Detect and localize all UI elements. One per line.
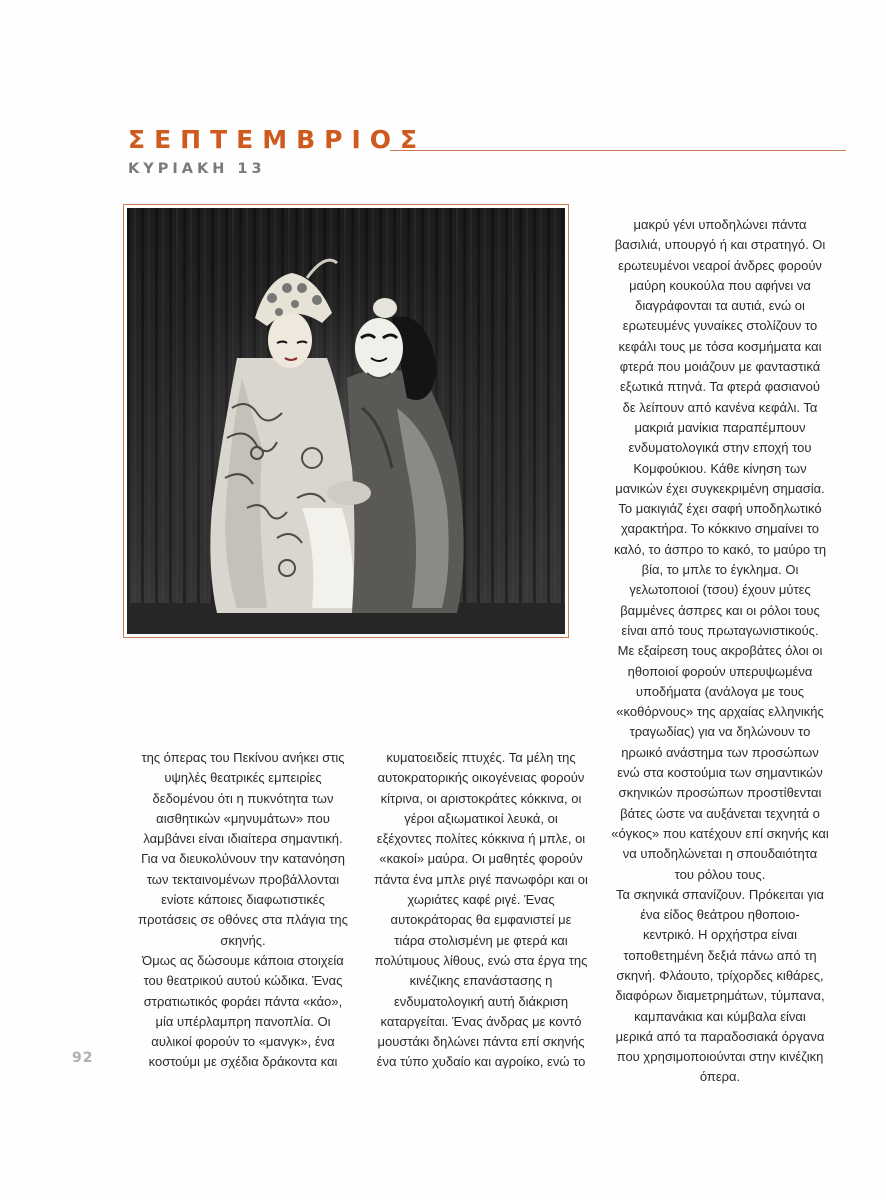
text-line: καμπανάκια και κύμβαλα είναι <box>634 1008 806 1024</box>
month-heading: ΣΕΠΤΕΜΒΡΙΟΣ <box>128 125 427 154</box>
text-line: μαύρη κουκούλα που αφήνει να <box>629 277 811 293</box>
text-line: ενίοτε κάποιες διαφωτιστικές <box>161 892 325 908</box>
text-line: κυματοειδείς πτυχές. Τα μέλη της <box>386 750 576 765</box>
text-line: μακρύ γένι υποδηλώνει πάντα <box>633 217 807 232</box>
text-line: μακριά μανίκια παραπέμπουν <box>634 419 806 435</box>
text-line: ηρωικό ανάστημα των προσώπων <box>621 744 819 760</box>
text-line: κεφάλι τους με τόσα κοσμήματα και <box>618 338 822 354</box>
text-line: τιάρα στολισμένη με φτερά και <box>394 932 568 948</box>
text-line: τοποθετημένη δεξιά πάνω από τη <box>623 947 817 963</box>
text-line: πάντα ένα μπλε ριγέ πανωφόρι και οι <box>374 871 588 887</box>
text-line: καταργείται. Ένας άνδρας με κοντό <box>380 1013 582 1029</box>
text-line: Όμως ας δώσουμε κάποια στοιχεία <box>142 952 344 968</box>
text-line: Το μακιγιάζ έχει σαφή υποδηλωτικό <box>618 501 822 517</box>
two-opera-performers-photo <box>127 208 565 634</box>
text-line: ηθοποιοί φορούν υπερυψωμένα <box>627 663 813 679</box>
text-line: βία, το μπλε το έγκλημα. Οι <box>641 562 799 578</box>
text-line: χαρακτήρα. Το κόκκινο σημαίνει το <box>621 521 819 537</box>
text-line: διαγράφονται τα αυτιά, ενώ οι <box>635 298 805 314</box>
text-line: αυλικοί φορούν το «μανγκ», ένα <box>151 1034 335 1050</box>
text-line: αισθητικών «μηνυμάτων» που <box>156 810 330 826</box>
text-line: του θεατρικού αυτού κώδικα. Ένας <box>143 973 343 989</box>
text-line: χωριάτες καφέ ριγέ. Ένας <box>407 892 555 908</box>
text-line: ερωτευμένς γυναίκες στολίζουν το <box>622 318 818 334</box>
text-line: γέροι αξιωματικοί λευκά, οι <box>404 810 558 826</box>
day-heading <box>128 158 266 180</box>
text-line: «κακοί» μαύρα. Οι μαθητές φορούν <box>379 851 583 867</box>
text-line: διαφόρων διαμετρημάτων, τύμπανα, <box>615 988 825 1004</box>
text-line: ένα τύπο χυδαίο και αγροίκο, ενώ το <box>376 1054 586 1070</box>
text-line: βαμμένες άσπρες και οι ρόλοι τους <box>620 602 820 618</box>
text-line: ένα είδος θεάτρου ηθοποιο- <box>640 907 800 923</box>
text-line: των τεκταινομένων προβάλλονται <box>146 871 340 887</box>
text-line: Με εξαίρεση τους ακροβάτες όλοι οι <box>617 643 823 659</box>
text-line: ενδυματολογική αυτή διάκριση <box>393 993 569 1009</box>
text-line: μία υπέρλαμπρη πανοπλία. Οι <box>155 1013 331 1029</box>
day-label: ΚΥΡΙΑΚΗ <box>128 161 229 177</box>
text-line: «κοθόρνους» της αρχαίας ελληνικής <box>616 704 824 720</box>
text-line: μερικά από τα παραδοσιακά όργανα <box>615 1028 825 1044</box>
text-line: Τα σκηνικά σπανίζουν. Πρόκειται για <box>616 886 824 902</box>
text-line: κίτρινα, οι αριστοκράτες κόκκινα, οι <box>380 790 582 806</box>
text-line: «όγκος» που κατέχουν επί σκηνής και <box>611 825 829 841</box>
text-line: βασιλιά, υπουργό ή και στρατηγό. Οι <box>614 237 826 253</box>
text-column-middle <box>365 748 597 1073</box>
text-column-right <box>590 215 850 1088</box>
text-line: πολύτιμους λίθους, ενώ στα έργα της <box>374 952 588 968</box>
text-line: λαμβάνει είναι ιδιαίτερα σημαντική. <box>143 831 343 847</box>
text-line: κινέζικης επανάστασης η <box>409 973 553 989</box>
text-line: Για να διευκολύνουν την κατανόηση <box>141 851 345 867</box>
text-line: Κομφούκιου. Κάθε κίνηση των <box>633 460 807 476</box>
header-rule <box>390 150 846 151</box>
text-line: στρατιωτικός φοράει πάντα «κάο», <box>143 993 343 1009</box>
text-line: σκηνικών προσώπων προστίθενται <box>618 785 822 801</box>
text-line: ερωτευμένοι νεαροί άνδρες φορούν <box>618 257 822 273</box>
text-line: κεντρικό. Η ορχήστρα είναι <box>643 927 797 943</box>
text-line: φτερά που μοιάζουν με φανταστικά <box>619 359 821 375</box>
text-line: ενδυματολογικά στην εποχή του <box>628 440 812 456</box>
photo-frame <box>123 204 569 638</box>
text-line: τραγωδίας) για να δηλώνουν το <box>629 724 811 740</box>
text-line: ενώ στα κοστούμια των σημαντικών <box>617 765 823 781</box>
text-line: μανικών έχει συγκεκριμένη σημασία. <box>615 480 825 496</box>
text-line: εξέχοντες πολίτες κόκκινα ή μπλε, οι <box>376 831 586 847</box>
text-line: είναι από τους πρωταγωνιστικούς. <box>621 622 819 638</box>
text-line: του ρόλου τους. <box>674 866 766 882</box>
text-line: υψηλές θεατρικές εμπειρίες <box>164 770 322 786</box>
text-line: της όπερας του Πεκίνου ανήκει στις <box>141 750 345 765</box>
text-column-left <box>117 748 369 1073</box>
page-number: 92 <box>72 1050 94 1066</box>
text-line: δεδομένου ότι η πυκνότητα των <box>152 790 334 806</box>
text-line: αυτοκράτορας θα εμφανιστεί με <box>390 912 572 928</box>
day-number: 13 <box>237 161 266 177</box>
text-line: αυτοκρατορικής οικογένειας φορούν <box>377 770 585 786</box>
text-line: βάτες ώστε να αυξάνεται τεχνητά ο <box>620 805 820 821</box>
text-line: σκηνή. Φλάουτο, τρίχορδες κιθάρες, <box>616 967 824 983</box>
text-line: υποδήματα (ανάλογα με τους <box>635 683 805 699</box>
text-line: που χρησιμοποιούνται στην κινέζικη <box>616 1049 824 1065</box>
text-line: δε λείπουν από κανένα κεφάλι. Τα <box>622 399 818 415</box>
text-line: να υποδηλώνεται η σπουδαιότητα <box>622 846 818 862</box>
text-line: καλό, το άσπρο το κακό, το μαύρο τη <box>613 541 827 557</box>
text-line: όπερα. <box>699 1069 741 1085</box>
text-line: εξωτικά πτηνά. Τα φτερά φασιανού <box>620 379 820 395</box>
text-line: σκηνής. <box>220 932 266 948</box>
text-line: μουστάκι δηλώνει πάντα επί σκηνής <box>377 1034 585 1050</box>
text-line: κοστούμι με σχέδια δράκοντα και <box>148 1054 338 1070</box>
text-line: γελωτοποιοί (τσου) έχουν μύτες <box>629 582 811 598</box>
text-line: προτάσεις σε οθόνες στα πλάγια της <box>138 912 348 928</box>
